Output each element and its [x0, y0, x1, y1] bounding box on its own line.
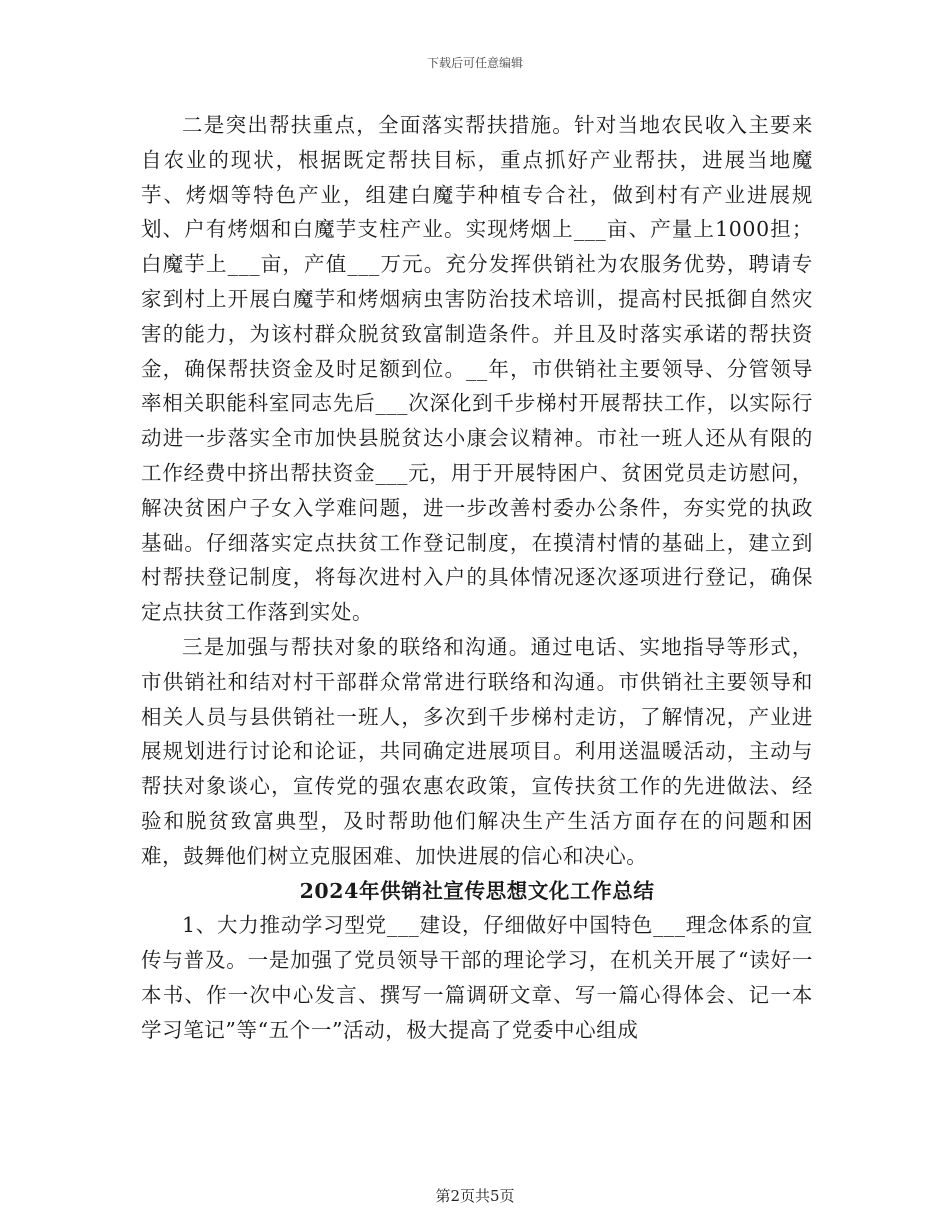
paragraph-communication: 三是加强与帮扶对象的联络和沟通。通过电话、实地指导等形式，市供销社和结对村干部群众常常进行联络和沟通。市供销社主要领导和相关人员与县供销社一班人，多次到千步梯村走访，了解情况，产业进展规划进行讨论和论证，共同确定进展项目。利用送温暖活动，主动与帮扶对象谈心，宣传党的强农惠农政策，宣传扶贫工作的先进做法、经验和脱贫致富典型，及时帮助他们解决生产生活方面存在的问题和困难，鼓舞他们树立克服困难、加快进展的信心和决心。 — [141, 634, 813, 868]
section-title: 2024年供销社宣传思想文化工作总结 — [299, 878, 655, 903]
document-body — [141, 108, 813, 1048]
page-number-footer: 第2页共5页 — [435, 1187, 515, 1205]
paragraph-assistance-measures: 二是突出帮扶重点，全面落实帮扶措施。针对当地农民收入主要来自农业的现状，根据既定帮扶目标，重点抓好产业帮扶，进展当地魔芋、烤烟等特色产业，组建白魔芋种植专合社，做到村有产业进展规划、户有烤烟和白魔芋支柱产业。实现烤烟上___亩、产量上1000担；白魔芋上___亩，产值___万元。充分发挥供销社为农服务优势，聘请专家到村上开展白魔芋和烤烟病虫害防治技术培训，提高村民抵御自然灾害的能力，为该村群众脱贫致富制造条件。并且及时落实承诺的帮扶资金，确保帮扶资金及时足额到位。__年，市供销社主要领导、分管领导率相关职能科室同志先后___次深化到千步梯村开展帮扶工作，以实际行动进一步落实全市加快县脱贫达小康会议精神。市社一班人还从有限的工作经费中挤出帮扶资金___元，用于开展特困户、贫困党员走访慰问，解决贫困户子女入学难问题，进一步改善村委办公条件，夯实党的执政基础。仔细落实定点扶贫工作登记制度，在摸清村情的基础上，建立到村帮扶登记制度，将每次进村入户的具体情况逐次逐项进行登记，确保定点扶贫工作落到实处。 — [141, 113, 813, 625]
paragraph-learning-party-building: 1、大力推动学习型党___建设，仔细做好中国特色___理念体系的宣传与普及。一是加强了党员领导干部的理论学习，在机关开展了“读好一本书、作一次中心发言、撰写一篇调研文章、写一篇心得体会、记一本学习笔记”等“五个一”活动，极大提高了党委中心组成 — [141, 913, 813, 1042]
page-header-note: 下载后可任意编辑 — [426, 56, 523, 70]
